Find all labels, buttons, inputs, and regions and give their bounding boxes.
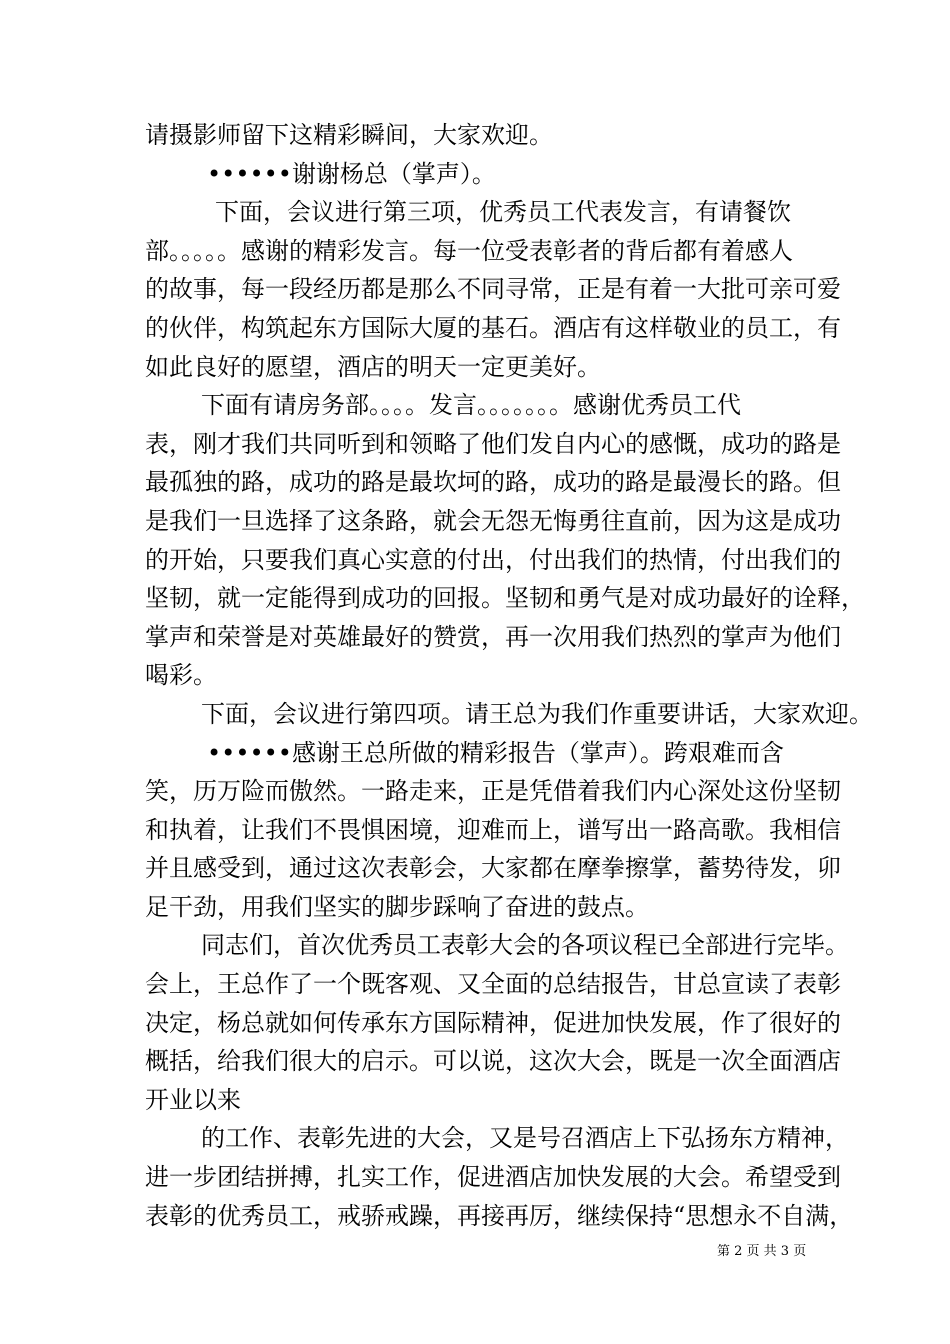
text-line: 是我们一旦选择了这条路，就会无怨无悔勇往直前，因为这是成功: [145, 506, 841, 535]
text-line: 下面，会议进行第四项。请王总为我们作重要讲话，大家欢迎。: [201, 699, 873, 728]
text-line: 概括，给我们很大的启示。可以说，这次大会，既是一次全面酒店: [145, 1047, 841, 1076]
text-line: 决定，杨总就如何传承东方国际精神，促进加快发展，作了很好的: [145, 1008, 841, 1037]
text-line: 如此良好的愿望，酒店的明天一定更美好。: [145, 352, 601, 381]
page-number-footer: 第 2 页 共 3 页: [717, 1244, 807, 1259]
text-line: 请摄影师留下这精彩瞬间，大家欢迎。: [145, 121, 553, 149]
text-line: 会上，王总作了一个既客观、又全面的总结报告，甘总宣读了表彰: [145, 970, 841, 999]
body-text: [145, 116, 873, 1235]
text-line: 的故事，每一段经历都是那么不同寻常，正是有着一大批可亲可爱: [145, 275, 841, 304]
text-line: 下面有请房务部。。。。发言。。。。。。。感谢优秀员工代: [201, 391, 741, 420]
text-line: 进一步团结拼搏，扎实工作，促进酒店加快发展的大会。希望受到: [145, 1163, 841, 1192]
text-line: ••••••谢谢杨总（掌声）。: [207, 159, 496, 188]
text-line: 并且感受到，通过这次表彰会，大家都在摩拳擦掌，蓄势待发，卯: [145, 854, 841, 883]
text-line: 同志们，首次优秀员工表彰大会的各项议程已全部进行完毕。: [201, 931, 849, 960]
text-line: 喝彩。: [145, 661, 217, 690]
text-line: 笑，历万险而傲然。一路走来，正是凭借着我们内心深处这份坚韧: [145, 777, 841, 806]
text-line: 的开始，只要我们真心实意的付出，付出我们的热情，付出我们的: [145, 545, 841, 574]
text-line: 掌声和荣誉是对英雄最好的赞赏，再一次用我们热烈的掌声为他们: [145, 622, 841, 651]
text-line: 坚韧，就一定能得到成功的回报。坚韧和勇气是对成功最好的诠释，: [145, 584, 865, 613]
text-line: 足干劲，用我们坚实的脚步踩响了奋进的鼓点。: [145, 892, 649, 921]
text-line: 表，刚才我们共同听到和领略了他们发自内心的感慨，成功的路是: [145, 429, 841, 458]
text-line: 下面，会议进行第三项，优秀员工代表发言，有请餐饮: [215, 198, 791, 227]
text-line: 开业以来: [145, 1085, 241, 1114]
text-line: 表彰的优秀员工，戒骄戒躁，再接再厉，继续保持“思想永不自满，: [145, 1201, 854, 1230]
text-line: 的伙伴，构筑起东方国际大厦的基石。酒店有这样敬业的员工，有: [145, 313, 841, 342]
text-line: 的工作、表彰先进的大会，又是号召酒店上下弘扬东方精神，: [201, 1124, 849, 1153]
text-line: 最孤独的路，成功的路是最坎坷的路，成功的路是最漫长的路。但: [145, 468, 841, 497]
text-line: ••••••感谢王总所做的精彩报告（掌声）。跨艰难而含: [207, 738, 784, 767]
text-line: 部。。。。。感谢的精彩发言。每一位受表彰者的背后都有着感人: [145, 236, 793, 265]
text-line: 和执着，让我们不畏惧困境，迎难而上，谱写出一路高歌。我相信: [145, 815, 841, 844]
